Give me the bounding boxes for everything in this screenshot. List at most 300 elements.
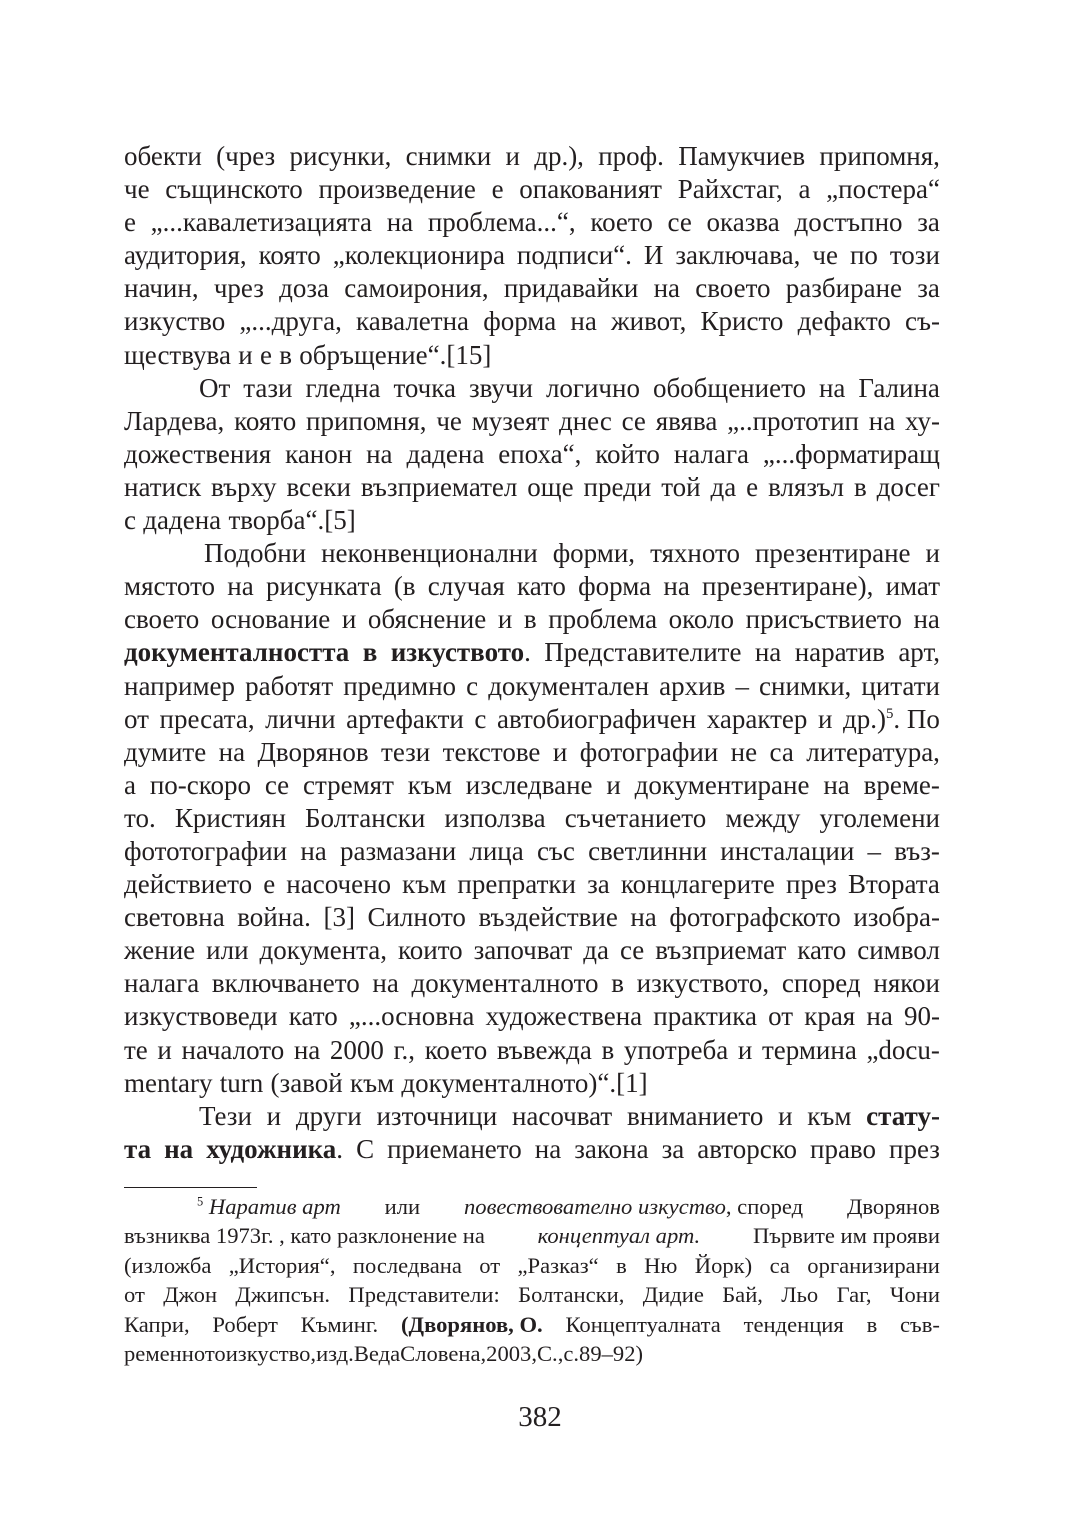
text-word: случая	[427, 571, 505, 602]
text-word: закона	[574, 1133, 649, 1164]
text-word: –	[867, 835, 881, 866]
text-word: Галина	[858, 372, 940, 403]
text-word: документалността	[124, 637, 350, 668]
text-word: литература,	[806, 736, 940, 767]
text-word: $^5$ Наратив арт	[197, 1194, 341, 1219]
text-word: авторско	[697, 1133, 797, 1164]
text-word: присъствието	[745, 604, 902, 635]
text-word: в	[611, 968, 624, 999]
text-word: Бай,	[722, 1282, 763, 1308]
paragraph-2	[124, 372, 940, 537]
text-word: С	[356, 1133, 375, 1164]
text-word: досег	[876, 471, 940, 502]
text-word: че	[812, 240, 838, 271]
text-word: на	[630, 902, 657, 933]
text-word: в	[362, 637, 378, 668]
text-word: творба“.[5]	[228, 505, 356, 536]
text-word: повествователно изкуство, според	[463, 1194, 804, 1219]
text-word: и	[606, 769, 621, 800]
text-word: основание	[210, 604, 331, 635]
text-word: дефакто	[797, 306, 891, 337]
text-word: между	[725, 802, 801, 833]
text-word: и	[238, 339, 253, 370]
text-word: Памукчиев	[678, 141, 806, 171]
text-word: време-	[863, 769, 940, 800]
text-word: изкуствоведи	[124, 1001, 278, 1032]
text-word: включването	[211, 968, 360, 999]
text-line	[124, 405, 940, 438]
text-word: документален	[488, 670, 650, 701]
text-line	[124, 1034, 940, 1067]
text-word: от	[479, 1252, 501, 1278]
text-word: последвана	[352, 1252, 462, 1278]
text-word: според	[781, 968, 861, 999]
text-word: „...друга,	[239, 306, 342, 337]
text-word: като	[797, 935, 847, 966]
text-word: Тези	[199, 1100, 252, 1131]
footnote-line	[124, 1251, 940, 1280]
text-word: художника.	[206, 1133, 344, 1164]
text-line	[124, 140, 940, 173]
text-word: със	[536, 835, 575, 866]
text-word: всеки	[286, 471, 351, 502]
text-word: и	[497, 604, 513, 635]
text-word: на	[653, 273, 680, 304]
text-word: художествена	[485, 1001, 643, 1032]
text-word: е	[124, 207, 136, 238]
text-word: Дворянов	[257, 736, 369, 767]
text-word: дадена	[406, 438, 485, 469]
text-word: не	[730, 736, 758, 767]
text-word: Веда	[353, 1340, 401, 1366]
text-line	[124, 603, 940, 636]
text-line	[124, 934, 940, 967]
text-word: документиране	[634, 769, 810, 800]
text-word: „...кавалетизацията	[150, 207, 372, 238]
text-word: стремят	[303, 769, 394, 800]
text-word: фототографии	[124, 835, 288, 866]
text-word: фотографии	[579, 736, 719, 767]
text-word: гледна	[305, 372, 381, 403]
text-word: изкуството,	[636, 968, 770, 999]
text-word: (в	[393, 571, 416, 602]
text-word: артефакти	[346, 703, 464, 734]
text-word: се	[619, 935, 645, 966]
text-word: война.	[237, 902, 311, 933]
text-word: обръщение“.[15]	[299, 339, 492, 370]
text-word: обекти	[124, 141, 202, 171]
text-word: заключава,	[675, 240, 801, 271]
text-word: И	[643, 240, 664, 271]
text-word: този	[889, 240, 940, 271]
text-word: форми,	[552, 538, 636, 569]
text-word: размазани	[339, 835, 457, 866]
text-word: тенденция	[743, 1311, 844, 1337]
text-word: края	[804, 1001, 856, 1032]
text-word: текстове	[442, 736, 541, 767]
text-word: през	[889, 1133, 940, 1164]
text-word: презентиране),	[702, 571, 874, 602]
text-word: своето	[124, 604, 200, 635]
text-word: в	[601, 1034, 615, 1065]
text-word: канон	[285, 438, 353, 469]
text-word: в	[853, 471, 867, 502]
text-word: изд.	[316, 1340, 354, 1366]
text-word: Дидие	[642, 1282, 704, 1308]
text-word: „...основна	[348, 1001, 475, 1032]
text-word: Концептуалната	[565, 1311, 721, 1337]
text-word: презентиране	[754, 538, 911, 569]
text-word: Райхстаг,	[677, 174, 783, 205]
text-word: с	[466, 670, 479, 701]
text-word: е	[746, 471, 759, 502]
footnote-ref: 5	[885, 705, 894, 722]
text-word: подписи“.	[516, 240, 632, 271]
text-word: на	[386, 207, 414, 238]
text-word: 90-	[903, 1001, 940, 1032]
text-word: дадена	[143, 505, 222, 536]
footnote-line	[124, 1221, 940, 1250]
text-word: тяхното	[650, 538, 740, 569]
text-word: логично	[545, 372, 640, 403]
text-word: снимки	[405, 141, 492, 171]
text-word: на	[366, 438, 393, 469]
text-word: да	[583, 935, 609, 966]
text-word: и	[552, 736, 568, 767]
text-word: др.)$^5$. По	[843, 703, 940, 734]
text-word: право	[810, 1133, 876, 1164]
text-line	[124, 636, 940, 669]
text-word: практика	[653, 1001, 757, 1032]
text-word: Къминг.	[300, 1311, 379, 1337]
text-word: епоха“,	[498, 438, 582, 469]
text-word: начин,	[124, 273, 199, 304]
text-word: която	[258, 240, 321, 271]
text-word: световна	[124, 902, 225, 933]
text-line	[124, 239, 940, 272]
text-word: проф.	[598, 141, 664, 171]
text-word: като	[516, 571, 566, 602]
text-word: налага	[673, 438, 750, 469]
text-word: изкуство	[124, 306, 226, 337]
text-word: на	[866, 1001, 893, 1032]
text-word: започват	[473, 935, 573, 966]
text-word: термина	[761, 1034, 857, 1065]
text-word: лица	[469, 835, 524, 866]
text-word: и	[778, 1100, 793, 1131]
text-word: инсталации	[720, 835, 855, 866]
text-word: Болтански,	[518, 1282, 625, 1308]
text-word: по	[849, 240, 878, 271]
text-word: характер	[706, 703, 808, 734]
text-word: Силното	[367, 902, 466, 933]
text-word: рисунката	[265, 571, 382, 602]
text-word: на	[372, 968, 399, 999]
text-word: достъпно	[794, 207, 903, 238]
text-line	[124, 570, 940, 603]
text-word: действието	[124, 869, 253, 900]
text-word: придавайки	[503, 273, 639, 304]
text-word: Словена,	[400, 1340, 487, 1366]
text-word: жение	[124, 935, 196, 966]
text-line	[124, 736, 940, 769]
text-word: мястото	[124, 571, 216, 602]
text-word: на	[823, 769, 850, 800]
text-word: (изложба	[124, 1252, 212, 1278]
text-word: а	[798, 174, 811, 205]
text-word: по-скоро	[149, 769, 251, 800]
text-line	[124, 967, 940, 1000]
text-word: на	[663, 571, 690, 602]
text-line	[124, 1000, 940, 1033]
text-word: е	[263, 869, 276, 900]
text-word: се	[621, 405, 646, 436]
text-word: 2000	[329, 1034, 384, 1065]
text-word: организирани	[807, 1252, 940, 1278]
text-word: символ	[857, 935, 940, 966]
text-word: явява	[655, 405, 718, 436]
text-word: документалното	[411, 968, 599, 999]
text-word: снимки,	[759, 670, 852, 701]
footnote-line	[124, 1280, 940, 1309]
text-word: работят	[245, 670, 334, 701]
text-word: се	[264, 769, 290, 800]
text-line	[124, 835, 940, 868]
text-word: живот,	[611, 306, 687, 337]
text-word: ременното	[124, 1340, 226, 1366]
text-word: „Разказ“	[517, 1252, 599, 1278]
text-word: предимно	[343, 670, 457, 701]
text-word: натиск	[124, 471, 202, 502]
text-word: Втората	[848, 869, 940, 900]
text-word: рисунки,	[289, 141, 392, 171]
text-word: музеят	[471, 405, 550, 436]
text-word: mentary	[124, 1067, 213, 1098]
text-word: и	[266, 1100, 282, 1131]
text-word: дожествения	[124, 438, 272, 469]
text-word: произведение	[318, 174, 476, 205]
text-word: Ню	[644, 1252, 678, 1278]
text-word: 89–92)	[579, 1340, 644, 1366]
text-word: на	[754, 637, 782, 668]
paragraph-4	[124, 1100, 940, 1166]
text-word: лични	[265, 703, 336, 734]
footnote-line	[124, 1339, 940, 1368]
text-word: още	[527, 471, 574, 502]
text-word: приемането	[387, 1133, 522, 1164]
text-word: разбиране	[785, 273, 903, 304]
text-word: влязъл	[768, 471, 845, 502]
text-word: препратки	[457, 869, 576, 900]
text-word: наратив	[794, 637, 885, 668]
footnote	[124, 1192, 940, 1368]
text-word: (завой	[270, 1067, 343, 1098]
text-word: въз-	[894, 835, 940, 866]
text-word: да	[710, 471, 737, 502]
text-word: в	[523, 604, 537, 635]
text-word: за	[587, 869, 610, 900]
text-line	[124, 703, 940, 736]
text-word: са	[769, 736, 794, 767]
text-word: около	[668, 604, 735, 635]
text-word: проблема	[548, 604, 658, 635]
text-word: налага	[124, 968, 200, 999]
text-word: концлагерите	[620, 869, 775, 900]
text-word: Подобни	[204, 538, 307, 569]
text-word: и	[157, 1034, 172, 1065]
text-word: с	[124, 505, 136, 536]
text-word: на	[164, 1133, 194, 1164]
text-word: се	[667, 207, 692, 238]
text-word: звучи	[468, 372, 533, 403]
paragraph-1	[124, 140, 940, 372]
text-word: които	[398, 935, 463, 966]
text-word: и	[737, 1034, 753, 1065]
text-line	[124, 1100, 940, 1133]
text-word: че	[124, 174, 150, 205]
text-word: на	[293, 1034, 321, 1065]
text-word: за	[661, 1133, 685, 1164]
text-word: изследване	[465, 769, 593, 800]
text-word: Йорк)	[694, 1252, 753, 1278]
text-word: оказва	[706, 207, 780, 238]
text-word: Болтански	[305, 802, 426, 833]
text-word: възприемател	[360, 471, 518, 502]
text-word: някои	[873, 968, 940, 999]
text-word: тази	[243, 372, 293, 403]
text-word: от	[124, 1282, 145, 1308]
text-word: Гаг,	[836, 1282, 872, 1308]
text-word: „..прототип	[727, 405, 859, 436]
text-word: изкуството.	[390, 637, 531, 668]
text-word: (чрез	[216, 141, 276, 171]
text-word: и	[925, 538, 940, 569]
text-word: на	[818, 372, 846, 403]
text-word: те	[124, 1034, 148, 1065]
text-word: арт,	[898, 637, 940, 668]
text-word: стату-	[866, 1100, 940, 1131]
text-line	[124, 537, 940, 570]
text-word: насочено	[286, 869, 392, 900]
text-line	[124, 670, 940, 703]
text-word: е	[259, 339, 272, 370]
text-word: [3]	[323, 902, 355, 933]
text-word: своето	[695, 273, 771, 304]
text-word: към	[349, 1067, 395, 1098]
text-word: обобщението	[652, 372, 807, 403]
text-word: възниква 1973г. , като разклонение на	[124, 1223, 485, 1249]
text-word: началото	[181, 1034, 285, 1065]
text-line	[124, 272, 940, 305]
text-word: кавалетна	[356, 306, 470, 337]
text-word: което	[590, 207, 653, 238]
text-word: днес	[558, 405, 612, 436]
text-word: самоирония,	[344, 273, 489, 304]
text-word: на	[570, 306, 597, 337]
text-word: изобра-	[853, 902, 940, 933]
text-word: От	[199, 372, 231, 403]
text-word: точка	[393, 372, 456, 403]
text-line	[124, 504, 940, 537]
text-word: turn	[219, 1067, 264, 1098]
text-word: в	[866, 1311, 878, 1337]
page-number: 382	[518, 1401, 562, 1433]
text-word: и	[341, 604, 357, 635]
text-word: с	[474, 703, 487, 734]
text-word: тези	[381, 736, 431, 767]
text-line	[124, 901, 940, 934]
text-line	[124, 471, 940, 504]
text-word: в	[616, 1252, 627, 1278]
text-word: върху	[211, 471, 277, 502]
text-word: в	[279, 339, 292, 370]
text-word: или	[206, 935, 249, 966]
text-word: насочват	[511, 1100, 613, 1131]
text-word: чрез	[213, 273, 264, 304]
text-word: Кристиян	[174, 802, 286, 833]
text-word: употреба	[623, 1034, 729, 1065]
text-word: към	[807, 1100, 852, 1131]
text-word: възприемат	[655, 935, 787, 966]
text-word: Джипсън.	[235, 1282, 331, 1308]
text-word: „docu-	[866, 1034, 940, 1065]
text-word: изкуство,	[225, 1340, 317, 1366]
text-word: на	[300, 835, 327, 866]
text-word: който	[595, 438, 660, 469]
text-word: документа,	[259, 935, 388, 966]
text-word: –	[735, 670, 749, 701]
text-word: вниманието	[626, 1100, 764, 1131]
text-line	[124, 372, 940, 405]
text-word: цитати	[861, 670, 940, 701]
text-word: Представителите	[544, 637, 742, 668]
text-word: (Дворянов, О.	[401, 1311, 543, 1337]
text-line	[124, 438, 940, 471]
text-word: Кристо	[700, 306, 784, 337]
text-word: Лардева,	[124, 405, 225, 436]
text-word: на	[218, 736, 246, 767]
text-word: съв-	[900, 1311, 940, 1337]
text-word: „...форматиращ	[762, 438, 940, 469]
text-word: източници	[376, 1100, 498, 1131]
text-word: светлинни	[588, 835, 708, 866]
text-word: към	[402, 869, 447, 900]
text-word: ществува	[124, 339, 231, 370]
text-word: неконвенционални	[321, 538, 538, 569]
footnote-line	[124, 1310, 940, 1339]
text-word: пресата,	[159, 703, 255, 734]
paragraph-3	[124, 537, 940, 1100]
text-word: автобиографичен	[496, 703, 697, 734]
text-word: съчетанието	[564, 802, 707, 833]
text-line	[124, 339, 940, 372]
text-word: архив	[659, 670, 726, 701]
text-word: което	[424, 1034, 488, 1065]
text-word: или	[384, 1194, 421, 1219]
text-word: имат	[885, 571, 940, 602]
text-word: че	[436, 405, 462, 436]
text-word: „колекционира	[332, 240, 505, 271]
footnote-marker: 5	[197, 1194, 204, 1209]
text-line	[124, 1067, 940, 1100]
main-text	[124, 140, 940, 1166]
text-word: през	[786, 869, 837, 900]
text-word: е	[491, 174, 504, 205]
text-word: а	[124, 769, 136, 800]
text-line	[124, 305, 940, 338]
text-word: други	[295, 1100, 362, 1131]
text-word: той	[661, 471, 701, 502]
